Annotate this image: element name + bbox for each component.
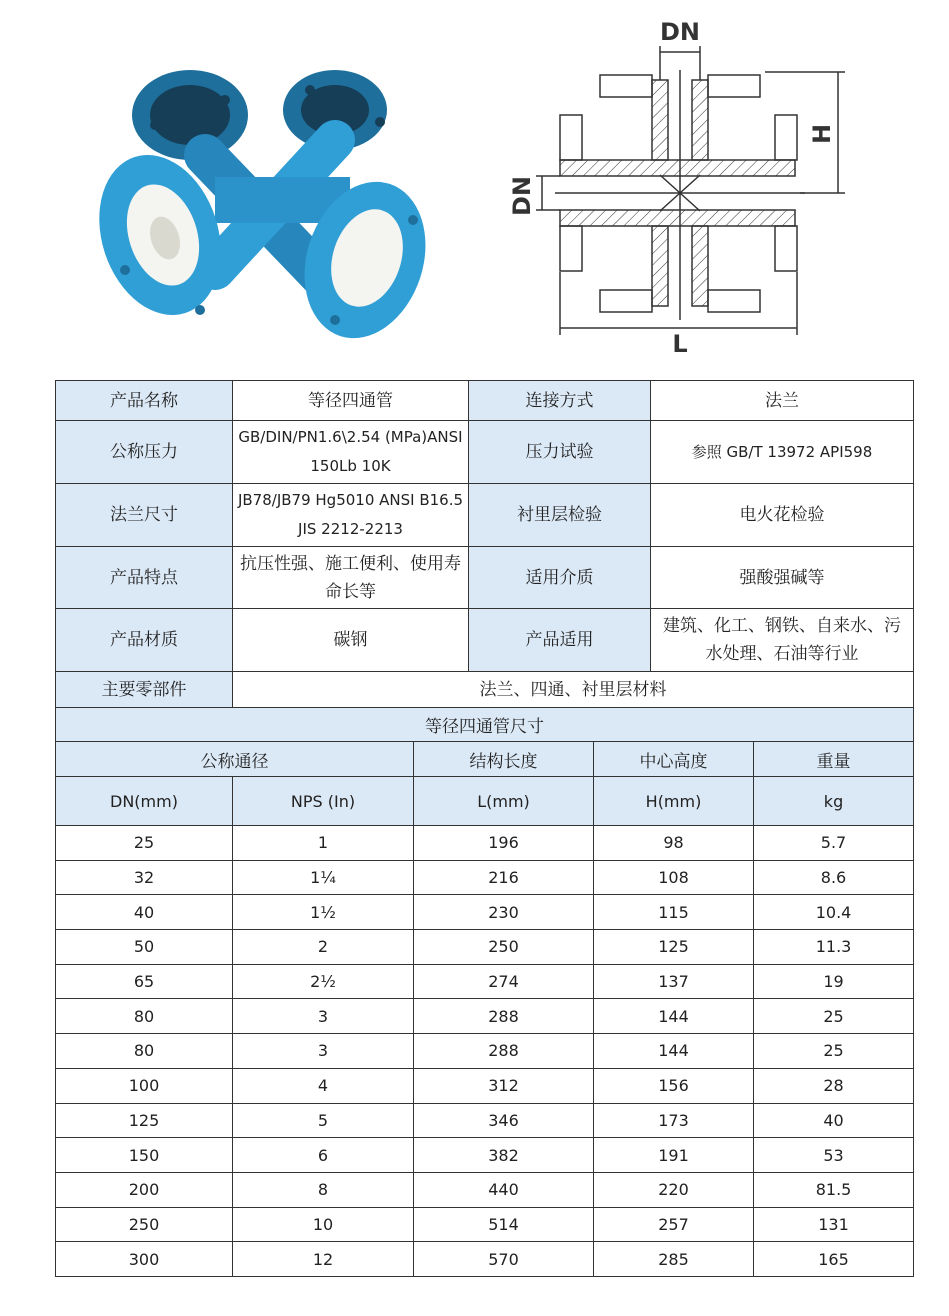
nps-cell: 1½	[233, 895, 414, 930]
spec-key: 产品特点	[56, 547, 233, 609]
nps-cell: 1¼	[233, 860, 414, 895]
dn-cell: 50	[56, 930, 233, 965]
spec-key: 产品材质	[56, 609, 233, 672]
kg-cell: 25	[754, 1034, 914, 1069]
dn-cell: 65	[56, 964, 233, 999]
spec-value: 强酸强碱等	[651, 547, 914, 609]
l-cell: 250	[414, 930, 594, 965]
spec-row	[56, 381, 914, 421]
nps-cell: 4	[233, 1068, 414, 1103]
unit-header-row	[56, 777, 914, 826]
h-cell: 191	[594, 1138, 754, 1173]
l-cell: 216	[414, 860, 594, 895]
spec-row	[56, 484, 914, 547]
height-header: 中心高度	[594, 742, 754, 777]
l-cell: 230	[414, 895, 594, 930]
table-row	[56, 930, 914, 965]
spec-key: 法兰尺寸	[56, 484, 233, 547]
dn-cell: 40	[56, 895, 233, 930]
spec-key: 公称压力	[56, 421, 233, 484]
lined-cross-fitting-photo-icon	[95, 70, 440, 340]
l-cell: 274	[414, 964, 594, 999]
kg-cell: 10.4	[754, 895, 914, 930]
l-cell: 440	[414, 1172, 594, 1207]
dn-cell: 250	[56, 1207, 233, 1242]
dimension-title-row	[56, 708, 914, 742]
spec-row	[56, 547, 914, 609]
h-cell: 144	[594, 1034, 754, 1069]
h-cell: 285	[594, 1242, 754, 1277]
h-cell: 98	[594, 826, 754, 861]
spec-value: 电火花检验	[651, 484, 914, 547]
kg-unit: kg	[754, 777, 914, 826]
nps-cell: 6	[233, 1138, 414, 1173]
cross-fitting-drawing	[500, 10, 850, 355]
kg-cell: 28	[754, 1068, 914, 1103]
spec-row	[56, 421, 914, 484]
table-row	[56, 1034, 914, 1069]
h-cell: 125	[594, 930, 754, 965]
kg-cell: 81.5	[754, 1172, 914, 1207]
spec-key: 连接方式	[469, 381, 651, 421]
kg-cell: 25	[754, 999, 914, 1034]
table-row	[56, 1138, 914, 1173]
l-cell: 346	[414, 1103, 594, 1138]
spec-key: 产品名称	[56, 381, 233, 421]
spec-value: 参照 GB/T 13972 API598	[651, 421, 914, 484]
kg-cell: 40	[754, 1103, 914, 1138]
kg-cell: 11.3	[754, 930, 914, 965]
table-row	[56, 1172, 914, 1207]
h-cell: 220	[594, 1172, 754, 1207]
spec-value: 法兰	[651, 381, 914, 421]
dn-cell: 100	[56, 1068, 233, 1103]
nps-unit: NPS (In)	[233, 777, 414, 826]
table-row	[56, 1068, 914, 1103]
nps-cell: 5	[233, 1103, 414, 1138]
nominal-header: 公称通径	[56, 742, 414, 777]
spec-row	[56, 609, 914, 672]
table-row	[56, 1207, 914, 1242]
nps-cell: 1	[233, 826, 414, 861]
dn-unit: DN(mm)	[56, 777, 233, 826]
group-header-row	[56, 742, 914, 777]
table-row	[56, 826, 914, 861]
main-parts-label: 主要零部件	[56, 672, 233, 708]
weight-header: 重量	[754, 742, 914, 777]
spec-value: 碳钢	[233, 609, 469, 672]
h-unit: H(mm)	[594, 777, 754, 826]
nps-cell: 2	[233, 930, 414, 965]
dn-cell: 200	[56, 1172, 233, 1207]
nps-cell: 3	[233, 999, 414, 1034]
nps-cell: 12	[233, 1242, 414, 1277]
kg-cell: 5.7	[754, 826, 914, 861]
product-photo	[95, 60, 440, 340]
spec-table	[55, 380, 914, 708]
kg-cell: 53	[754, 1138, 914, 1173]
h-cell: 115	[594, 895, 754, 930]
kg-cell: 165	[754, 1242, 914, 1277]
spec-key: 压力试验	[469, 421, 651, 484]
table-row	[56, 999, 914, 1034]
l-cell: 196	[414, 826, 594, 861]
h-label: H	[808, 123, 836, 145]
l-cell: 514	[414, 1207, 594, 1242]
dn-left-label: DN	[508, 175, 536, 217]
table-row	[56, 964, 914, 999]
l-unit: L(mm)	[414, 777, 594, 826]
spec-key: 衬里层检验	[469, 484, 651, 547]
h-cell: 173	[594, 1103, 754, 1138]
nps-cell: 8	[233, 1172, 414, 1207]
nps-cell: 3	[233, 1034, 414, 1069]
spec-value: 建筑、化工、钢铁、自来水、污水处理、石油等行业	[651, 609, 914, 672]
kg-cell: 19	[754, 964, 914, 999]
table-row	[56, 895, 914, 930]
h-cell: 108	[594, 860, 754, 895]
kg-cell: 8.6	[754, 860, 914, 895]
spec-key: 适用介质	[469, 547, 651, 609]
l-cell: 312	[414, 1068, 594, 1103]
dn-cell: 125	[56, 1103, 233, 1138]
dimension-table	[55, 707, 914, 1277]
spec-value: GB/DIN/PN1.6\2.54 (MPa)ANSI 150Lb 10K	[233, 421, 469, 484]
spec-row	[56, 672, 914, 708]
spec-value: 抗压性强、施工便利、使用寿命长等	[233, 547, 469, 609]
table-row	[56, 1242, 914, 1277]
main-parts-value: 法兰、四通、衬里层材料	[233, 672, 914, 708]
spec-key: 产品适用	[469, 609, 651, 672]
kg-cell: 131	[754, 1207, 914, 1242]
l-cell: 382	[414, 1138, 594, 1173]
l-cell: 288	[414, 999, 594, 1034]
dn-cell: 150	[56, 1138, 233, 1173]
l-cell: 288	[414, 1034, 594, 1069]
h-cell: 144	[594, 999, 754, 1034]
nps-cell: 10	[233, 1207, 414, 1242]
nps-cell: 2½	[233, 964, 414, 999]
spec-value: 等径四通管	[233, 381, 469, 421]
spec-value: JB78/JB79 Hg5010 ANSI B16.5 JIS 2212-2213	[233, 484, 469, 547]
dn-cell: 25	[56, 826, 233, 861]
dimension-table-title: 等径四通管尺寸	[56, 708, 914, 742]
dn-cell: 300	[56, 1242, 233, 1277]
table-row	[56, 1103, 914, 1138]
dn-top-label: DN	[659, 18, 701, 46]
h-cell: 156	[594, 1068, 754, 1103]
dn-cell: 32	[56, 860, 233, 895]
dn-cell: 80	[56, 1034, 233, 1069]
table-row	[56, 860, 914, 895]
h-cell: 257	[594, 1207, 754, 1242]
dn-cell: 80	[56, 999, 233, 1034]
length-header: 结构长度	[414, 742, 594, 777]
l-label: L	[672, 330, 688, 355]
h-cell: 137	[594, 964, 754, 999]
l-cell: 570	[414, 1242, 594, 1277]
